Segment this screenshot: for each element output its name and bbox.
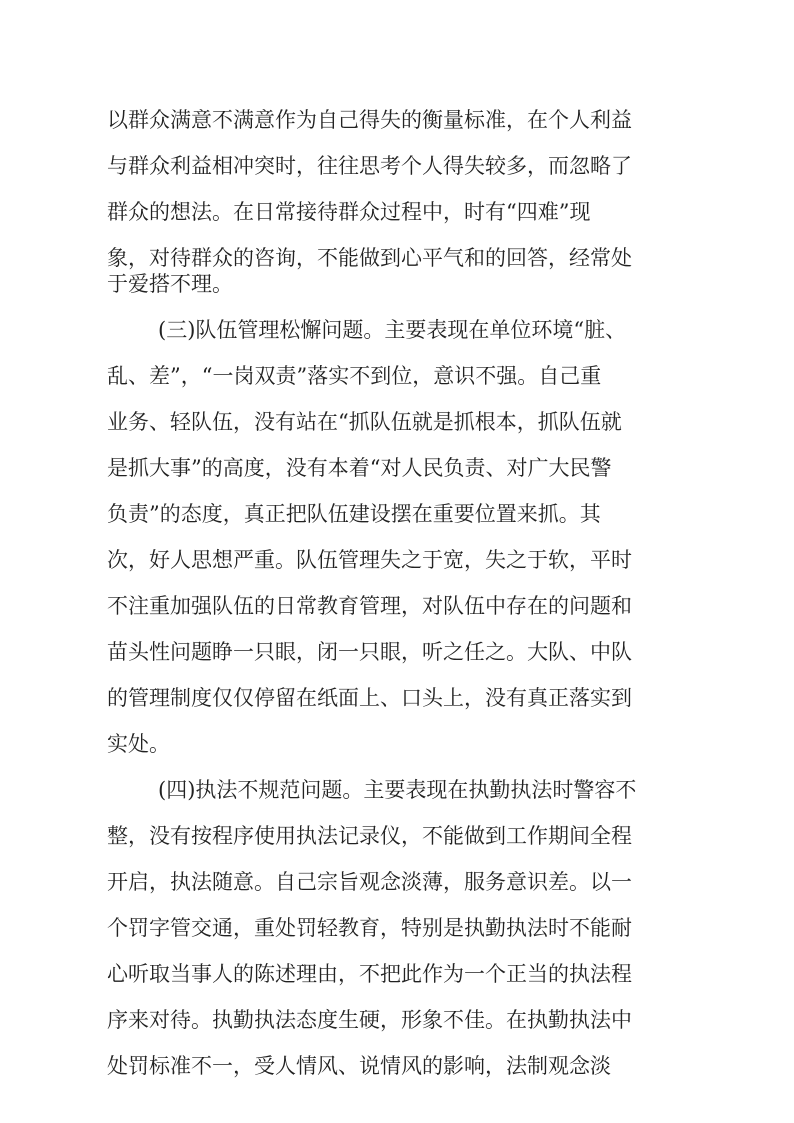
text-line: 是抓大事”的高度，没有本着“对人民负责、对广大民警 [107, 456, 612, 480]
text-line: 乱、差”，“一岗双责”落实不到位，意识不强。自己重 [107, 364, 602, 388]
text-line: 心听取当事人的陈述理由，不把此作为一个正当的执法程 [107, 962, 632, 986]
text-line: 象，对待群众的咨询，不能做到心平气和的回答，经常处 [107, 246, 632, 270]
text-line: 整，没有按程序使用执法记录仪，不能做到工作期间全程 [107, 824, 632, 848]
text-line: 业务、轻队伍，没有站在“抓队伍就是抓根本，抓队伍就 [107, 410, 622, 434]
text-line: 群众的想法。在日常接待群众过程中，时有“四难”现 [107, 200, 591, 224]
text-line: 负责”的态度，真正把队伍建设摆在重要位置来抓。其 [107, 502, 601, 526]
text-line: 序来对待。执勤执法态度生硬，形象不佳。在执勤执法中 [107, 1008, 632, 1032]
text-line: 处罚标准不一，受人情风、说情风的影响，法制观念淡 [107, 1054, 611, 1078]
text-line: 不注重加强队伍的日常教育管理，对队伍中存在的问题和 [107, 594, 632, 618]
text-line: 个罚字管交通，重处罚轻教育，特别是执勤执法时不能耐 [107, 916, 632, 940]
text-line: 以群众满意不满意作为自己得失的衡量标准，在个人利益 [107, 108, 632, 132]
text-line: 实处。 [107, 732, 170, 756]
text-line: 与群众利益相冲突时，往往思考个人得失较多，而忽略了 [107, 154, 632, 178]
text-line: 开启，执法随意。自己宗旨观念淡薄，服务意识差。以一 [107, 870, 632, 894]
section-heading-line: (四)执法不规范问题。主要表现在执勤执法时警容不 [158, 778, 637, 802]
text-line: 次，好人思想严重。队伍管理失之于宽，失之于软，平时 [107, 548, 632, 572]
section-heading-line: (三)队伍管理松懈问题。主要表现在单位环境“脏、 [158, 318, 627, 342]
text-line: 的管理制度仅仅停留在纸面上、口头上，没有真正落实到 [107, 686, 632, 710]
text-line: 苗头性问题睁一只眼，闭一只眼，听之任之。大队、中队 [107, 640, 632, 664]
text-line: 于爱搭不理。 [107, 272, 233, 296]
